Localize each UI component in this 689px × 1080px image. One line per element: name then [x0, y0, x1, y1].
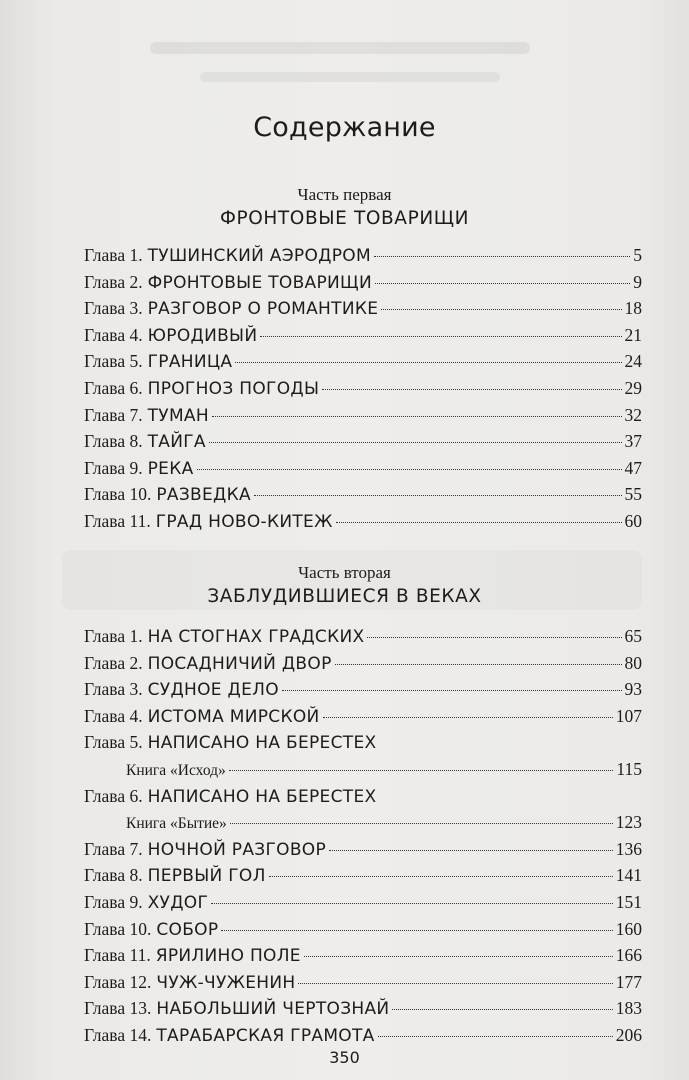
toc-entry-chapter: Глава 6.: [84, 377, 143, 398]
toc-entry-page: 115: [616, 758, 642, 779]
dot-leader: [209, 442, 622, 443]
toc-entry-chapter: Глава 7.: [84, 404, 143, 425]
toc-entry-title: СУДНОЕ ДЕЛО: [147, 680, 279, 701]
toc-entry-chapter: Глава 5.: [84, 732, 143, 753]
toc-entry-page: 136: [615, 838, 642, 859]
part-1-title: ФРОНТОВЫЕ ТОВАРИЩИ: [219, 208, 470, 229]
toc-entry-chapter: Глава 11.: [84, 945, 151, 966]
dot-leader: [375, 283, 630, 284]
toc-entry-page: 47: [624, 457, 642, 478]
toc-entry: [84, 405, 642, 432]
toc-entry-page: 80: [624, 652, 642, 673]
toc-entry-title: РАЗГОВОР О РОМАНТИКЕ: [147, 299, 379, 320]
toc-entry-title: ТАРАБАРСКАЯ ГРАМОТА: [156, 1025, 375, 1046]
dot-leader: [230, 823, 613, 824]
toc-entry: [84, 839, 642, 866]
toc-entry-chapter: Глава 1.: [84, 245, 143, 265]
toc-entry-page: 183: [615, 998, 642, 1019]
bleed-through-smudge: [200, 72, 500, 82]
toc-entry-page: 5: [633, 245, 642, 265]
toc-entry-page: 55: [624, 484, 642, 505]
toc-entry-title: ИСТОМА МИРСКОЙ: [147, 706, 320, 727]
toc-entry-chapter: Глава 6.: [84, 785, 143, 806]
toc-entry-page: 18: [624, 298, 642, 319]
toc-entry-title: ХУДОГ: [147, 892, 209, 913]
toc-entry-chapter: Глава 2.: [84, 652, 143, 673]
toc-entry-title: ПОСАДНИЧИЙ ДВОР: [147, 653, 332, 674]
toc-entry-page: 166: [615, 945, 642, 966]
toc-entry: [84, 759, 642, 786]
toc-entry-title: НАПИСАНО НА БЕРЕСТЕХ: [147, 733, 377, 754]
toc-entry-chapter: Глава 8.: [84, 865, 143, 886]
page-title: Содержание: [253, 112, 436, 143]
toc-entry-title: ПРОГНОЗ ПОГОДЫ: [147, 378, 320, 399]
toc-entry-chapter: Глава 7.: [84, 838, 143, 859]
toc-entry: [84, 484, 642, 511]
toc-entry-chapter: Глава 9.: [84, 891, 143, 912]
dot-leader: [235, 362, 621, 363]
toc-entry-title: РЕКА: [147, 458, 194, 479]
toc-part-1: [84, 245, 642, 538]
toc-entry-page: 60: [624, 510, 642, 531]
toc-entry-page: 65: [624, 626, 642, 646]
toc-entry-title: ТУШИНСКИЙ АЭРОДРОМ: [147, 246, 371, 266]
toc-entry: [84, 245, 642, 272]
toc-entry-title: ПЕРВЫЙ ГОЛ: [147, 866, 266, 887]
toc-entry: [84, 511, 642, 538]
toc-entry: [84, 919, 642, 946]
toc-entry-title: НАПИСАНО НА БЕРЕСТЕХ: [147, 786, 377, 807]
toc-entry-title: НОЧНОЙ РАЗГОВОР: [147, 839, 327, 860]
toc-entry-page: 93: [624, 679, 642, 700]
toc-entry-page: 107: [615, 705, 642, 726]
part-2-label: Часть вторая: [298, 563, 391, 582]
toc-entry: [84, 865, 642, 892]
toc-entry-chapter: Глава 12.: [84, 971, 152, 992]
dot-leader: [374, 256, 630, 257]
toc-entry-chapter: Глава 3.: [84, 298, 143, 319]
toc-entry-title: НАБОЛЬШИЙ ЧЕРТОЗНАЙ: [156, 999, 390, 1020]
toc-entry-chapter: Глава 10.: [84, 918, 152, 939]
toc-entry: [84, 998, 642, 1025]
toc-entry-page: 37: [624, 431, 642, 452]
dot-leader: [329, 850, 613, 851]
toc-entry-title: ФРОНТОВЫЕ ТОВАРИЩИ: [147, 272, 372, 293]
toc-entry-chapter: Глава 13.: [84, 998, 152, 1019]
toc-entry: [84, 431, 642, 458]
toc-entry: [84, 272, 642, 299]
toc-entry: [84, 972, 642, 999]
toc-entry: [84, 653, 642, 680]
dot-leader: [254, 495, 622, 496]
bleed-through-smudge: [150, 42, 530, 54]
toc-entry-page: 177: [615, 971, 642, 992]
toc-entry-chapter: Глава 4.: [84, 324, 143, 345]
toc-entry-title: ГРАНИЦА: [147, 352, 233, 373]
dot-leader: [392, 1009, 612, 1010]
toc-entry-chapter: Глава 5.: [84, 351, 143, 372]
dot-leader: [381, 309, 621, 310]
toc-entry: [84, 706, 642, 733]
toc-entry-page: 29: [624, 377, 642, 398]
toc-entry: [84, 378, 642, 405]
toc-entry: [84, 679, 642, 706]
toc-entry-title: РАЗВЕДКА: [156, 485, 251, 506]
toc-entry: [84, 732, 642, 759]
toc-entry-subtitle: Книга «Бытие»: [126, 815, 227, 833]
dot-leader: [322, 389, 621, 390]
dot-leader: [378, 1036, 613, 1037]
toc-entry-title: ТУМАН: [147, 405, 209, 426]
dot-leader: [335, 664, 622, 665]
toc-entry-page: 21: [624, 324, 642, 345]
toc-entry-chapter: Глава 8.: [84, 431, 143, 452]
toc-entry: [84, 325, 642, 352]
toc-entry-title: ТАЙГА: [147, 432, 206, 453]
toc-entry: [84, 458, 642, 485]
toc-entry-chapter: Глава 11.: [84, 510, 151, 531]
toc-entry-chapter: Глава 3.: [84, 679, 143, 700]
toc-entry-page: 123: [615, 812, 642, 833]
dot-leader: [269, 876, 613, 877]
toc-entry-title: НА СТОГНАХ ГРАДСКИХ: [147, 627, 365, 647]
dot-leader: [221, 930, 612, 931]
toc-entry: [84, 812, 642, 839]
toc-entry: [84, 786, 642, 813]
toc-entry-chapter: Глава 4.: [84, 705, 143, 726]
dot-leader: [260, 336, 621, 337]
toc-entry: [84, 298, 642, 325]
dot-leader: [229, 770, 614, 771]
toc-entry-page: 141: [615, 865, 642, 886]
dot-leader: [212, 416, 622, 417]
part-1-label: Часть первая: [297, 185, 392, 204]
toc-part-2: [84, 626, 642, 1052]
toc-entry-chapter: Глава 2.: [84, 271, 143, 292]
toc-entry-chapter: Глава 14.: [84, 1024, 152, 1045]
toc-entry: [84, 626, 642, 653]
dot-leader: [336, 522, 622, 523]
toc-entry: [84, 351, 642, 378]
toc-entry-page: 160: [615, 918, 642, 939]
toc-entry-title: ЯРИЛИНО ПОЛЕ: [155, 946, 301, 967]
dot-leader: [282, 690, 622, 691]
toc-entry-chapter: Глава 10.: [84, 484, 152, 505]
toc-entry-title: ГРАД НОВО-КИТЕЖ: [155, 511, 333, 532]
toc-entry-chapter: Глава 9.: [84, 457, 143, 478]
toc-entry-page: 206: [615, 1024, 642, 1045]
toc-entry-page: 32: [624, 404, 642, 425]
dot-leader: [298, 983, 612, 984]
toc-entry-subtitle: Книга «Исход»: [126, 761, 226, 779]
toc-entry-page: 151: [615, 891, 642, 912]
part-2-title: ЗАБЛУДИВШИЕСЯ В ВЕКАХ: [207, 586, 482, 607]
dot-leader: [211, 903, 613, 904]
toc-entry-page: 24: [624, 351, 642, 372]
toc-entry: [84, 892, 642, 919]
toc-entry-page: 9: [633, 271, 642, 292]
dot-leader: [304, 956, 613, 957]
toc-entry-title: СОБОР: [156, 919, 219, 940]
toc-entry-title: ЮРОДИВЫЙ: [147, 325, 258, 346]
dot-leader: [367, 637, 621, 638]
dot-leader: [323, 717, 613, 718]
toc-entry: [84, 945, 642, 972]
page-number: 350: [329, 1048, 360, 1067]
toc-entry-title: ЧУЖ-ЧУЖЕНИН: [156, 972, 296, 993]
toc-entry-chapter: Глава 1.: [84, 626, 143, 646]
dot-leader: [197, 469, 622, 470]
